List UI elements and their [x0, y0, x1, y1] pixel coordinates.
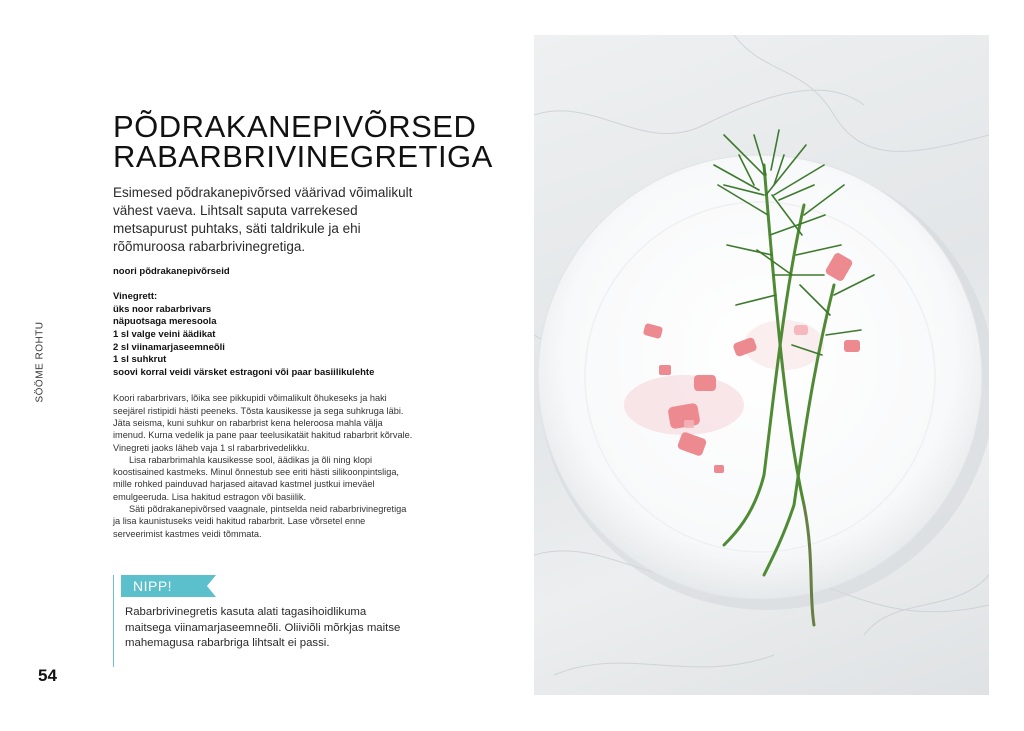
vinaigrette-item: üks noor rabarbrivars — [113, 303, 212, 315]
tip-text: Rabarbrivinegretis kasuta alati tagasihoidlikuma maitsega viinamarjaseemneõli. Oliiviõli mõrkjas maitse mahemagusa rabarbriga lihtsalt ei passi. — [125, 606, 401, 649]
ingredient-list — [113, 266, 413, 379]
vinaigrette-item: 1 sl suhkrut — [113, 354, 167, 366]
tip-banner — [121, 575, 216, 597]
recipe-photo — [534, 35, 989, 695]
tip-box — [113, 575, 413, 667]
plate-with-fireweed-shoots-icon — [534, 35, 989, 695]
vinaigrette-heading: Vinegrett: — [113, 291, 158, 303]
vinaigrette-item: 1 sl valge veini äädikat — [113, 328, 216, 340]
method-paragraph: Säti põdrakanepivõrsed vaagnale, pintselda neid rabarbrivinegretiga ja lisa kaunistuseks veidi hakitud rabarbrit. Lase võrsetel enne serveerimist kastmes veidi tõmmata. — [113, 504, 407, 539]
recipe-title-line-2: RABARBRIVINEGRETIGA — [113, 139, 493, 174]
main-ingredient: noori põdrakanepivõrseid — [113, 266, 230, 277]
vinaigrette-item: 2 sl viinamarjaseemneõli — [113, 341, 225, 353]
tip-label: NIPP! — [133, 578, 173, 594]
side-label — [33, 322, 47, 402]
method-paragraph: Lisa rabarbrimahla kausikesse sool, äädikas ja õli ning klopi koostisained kastmeks. Minul õnnestub see eriti hästi silikoonpintsliga, mille rohked painduvad harjased aitavad kastmel justkui imeväel emulgeeruda. Lisa hakitud estragon või basiilik. — [113, 454, 399, 502]
page-number: 54 — [38, 666, 57, 685]
vinaigrette-item: näpuotsaga meresoola — [113, 316, 217, 328]
side-label-text: SÖÖME ROHTU — [34, 321, 46, 403]
recipe-intro: Esimesed põdrakanepivõrsed väärivad võimalikult vähest vaeva. Lihtsalt saputa varrekesed metsapurust puhtaks, säti taldrikule ja ehi rõõmuroosa rabarbrivinegretiga. — [113, 185, 413, 254]
tip-accent-line — [113, 575, 114, 667]
recipe-column — [113, 109, 493, 540]
method-text — [113, 392, 413, 540]
recipe-title-line-1: PÕDRAKANEPIVÕRSED — [113, 109, 477, 144]
recipe-title — [113, 109, 493, 174]
vinaigrette-item: soovi korral veidi värsket estragoni või paar basiilikulehte — [113, 366, 375, 378]
method-paragraph: Koori rabarbrivars, lõika see pikkupidi võimalikult õhukeseks ja haki seejärel ristipidi hästi peeneks. Tõsta kausikesse ja sega suhkruga läbi. Jäta seisma, kuni suhkur on rabarbrist kena heleroosa mahla välja imenud. Kurna vedelik ja pane paar teelusikatäit hakitud rabarbrit kõrvale. Vinegreti jaoks läheb vaja 1 sl rabarbrivedelikku. — [113, 393, 413, 453]
ingredient-spacer — [113, 279, 413, 292]
